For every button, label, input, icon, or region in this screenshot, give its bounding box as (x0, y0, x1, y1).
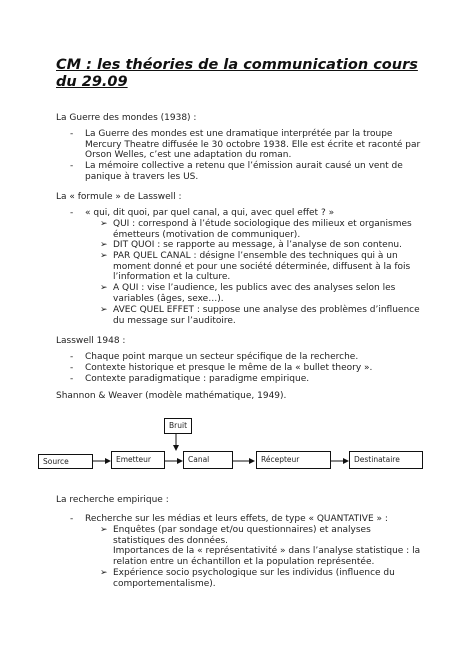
formule-question: « qui, dit quoi, par quel canal, a qui, avec quel effet ? » (85, 208, 335, 218)
lasswell-item-3: Contexte paradigmatique : paradigme empirique. (85, 374, 310, 384)
destinataire-box: Destinataire (349, 451, 423, 469)
formule-canal-line-3: l’information et la culture. (113, 272, 231, 282)
dash-bullet: - (70, 161, 74, 171)
emetteur-box: Emetteur (111, 451, 165, 469)
dash-bullet: - (70, 363, 74, 373)
formule-effet-line-2: du message sur l’auditoire. (113, 315, 236, 326)
guerre-item-2-line-1: La mémoire collective a retenu que l’émission aurait causé un vent de (85, 161, 403, 171)
dash-bullet: - (70, 129, 74, 139)
formule-qui-line-2: émetteurs (motivation de communiquer). (113, 229, 301, 240)
formule-a-qui-line-2: variables (âges, sexe…). (113, 293, 224, 304)
formule-qui-line-1: QUI : correspond à l’étude sociologique des milieux et organismes (113, 219, 412, 229)
section-heading-guerre: La Guerre des mondes (1938) : (56, 113, 197, 123)
recherche-item: Recherche sur les médias et leurs effets, de type « QUANTATIVE » : (85, 514, 388, 524)
recepteur-box: Récepteur (256, 451, 331, 469)
formule-canal-line-1: PAR QUEL CANAL : désigne l’ensemble des techniques qui à un (113, 251, 398, 261)
arrow-bullet-icon: ➢ (100, 219, 108, 229)
arrow-bullet-icon: ➢ (100, 251, 108, 261)
arrow-bullet-icon: ➢ (100, 305, 108, 315)
formule-dit-quoi: DIT QUOI : se rapporte au message, à l’analyse de son contenu. (113, 240, 402, 250)
dash-bullet: - (70, 514, 74, 524)
dash-bullet: - (70, 352, 74, 362)
recherche-experience-line-2: comportementalisme). (113, 578, 216, 589)
arrow-bullet-icon: ➢ (100, 525, 108, 535)
section-heading-lasswell-1948: Lasswell 1948 : (56, 336, 126, 346)
guerre-item-2-line-2: panique à travers les US. (85, 171, 199, 182)
arrow-bullet-icon: ➢ (100, 568, 108, 578)
arrow-bullet-icon: ➢ (100, 283, 108, 293)
dash-bullet: - (70, 374, 74, 384)
canal-box: Canal (183, 451, 233, 469)
bruit-box: Bruit (164, 418, 192, 434)
lasswell-item-2: Contexte historique et presque le même de la « bullet theory ». (85, 363, 373, 373)
formule-a-qui-line-1: A QUI : vise l’audience, les publics avec des analyses selon les (113, 283, 396, 293)
arrow-bullet-icon: ➢ (100, 240, 108, 250)
lasswell-item-1: Chaque point marque un secteur spécifique de la recherche. (85, 352, 359, 362)
guerre-item-1-line-1: La Guerre des mondes est une dramatique interprétée par la troupe (85, 129, 393, 139)
dash-bullet: - (70, 208, 74, 218)
page-title: CM : les théories de la communication cours du 29.09 (56, 57, 418, 90)
source-box: Source (38, 454, 93, 469)
recherche-experience-line-1: Expérience socio psychologique sur les individus (influence du (113, 568, 395, 578)
recherche-enquetes-line-1: Enquêtes (par sondage et/ou questionnaires) et analyses (113, 525, 371, 535)
guerre-item-1-line-3: Orson Welles, c’est une adaptation du roman. (85, 150, 292, 160)
section-heading-formule: La « formule » de Lasswell : (56, 192, 182, 202)
formule-canal-line-2: moment donné et pour une société déterminée, diffusent à la fois (113, 261, 411, 272)
section-heading-shannon: Shannon & Weaver (modèle mathématique, 1949). (56, 391, 287, 401)
recherche-enquetes-line-3: Importances de la « représentativité » dans l’analyse statistique : la (113, 546, 421, 556)
section-heading-recherche: La recherche empirique : (56, 495, 169, 505)
recherche-enquetes-line-4: relation entre un échantillon et la population représentée. (113, 556, 375, 567)
guerre-item-1-line-2: Mercury Theatre diffusée le 30 octobre 1938. Elle est écrite et raconté par (85, 139, 421, 150)
recherche-enquetes-line-2: statistiques des données. (113, 535, 229, 546)
formule-effet-line-1: AVEC QUEL EFFET : suppose une analyse des problèmes d’influence (113, 305, 420, 315)
